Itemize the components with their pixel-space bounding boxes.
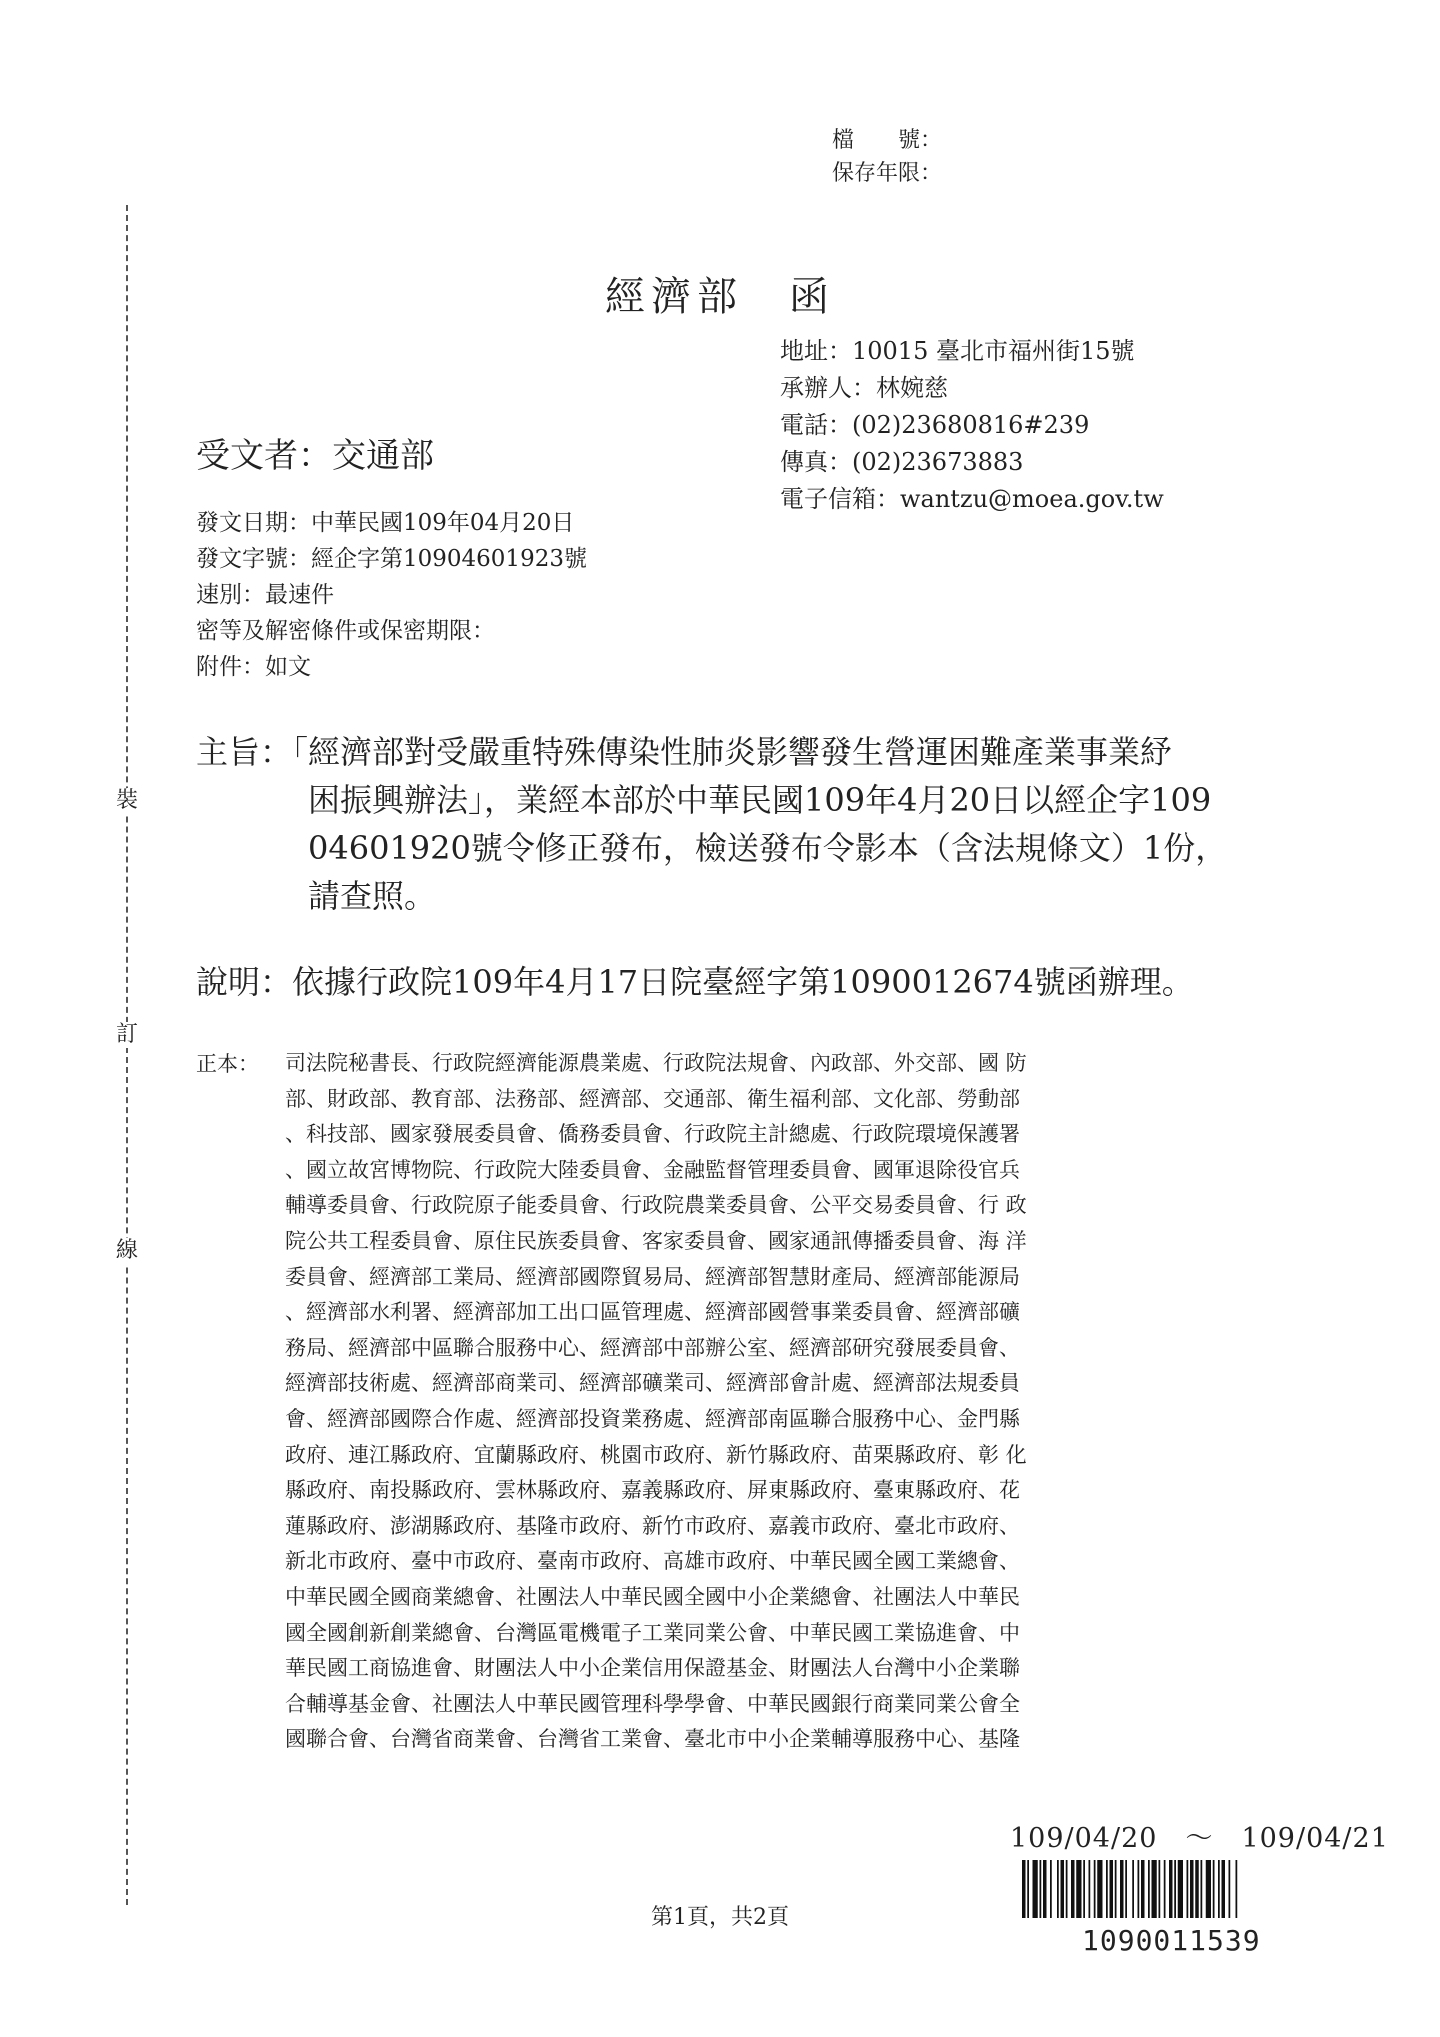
subject-line-2: 困振興辦法」，業經本部於中華民國109年4月20日以經企字109 — [308, 781, 1212, 819]
copies-line: 務局、經濟部中區聯合服務中心、經濟部中部辦公室、經濟部研究發展委員會、 — [285, 1335, 1020, 1360]
archive-number-label: 檔 號： — [832, 128, 943, 153]
date-range-stamp: 109/04/20 ～ 109/04/21 — [1010, 1823, 1389, 1854]
speed-class: 速別：最速件 — [196, 582, 334, 608]
contact-block — [780, 333, 1164, 518]
issue-number: 發文字號：經企字第10904601923號 — [196, 546, 587, 572]
handler-line: 承辦人：林婉慈 — [780, 374, 948, 402]
copies-line: 中華民國全國商業總會、社團法人中華民國全國中小企業總會、社團法人中華民 — [285, 1584, 1020, 1609]
file-meta — [832, 124, 942, 190]
binding-mark-zhuang: 裝 — [116, 788, 139, 813]
copies-line: 會、經濟部國際合作處、經濟部投資業務處、經濟部南區聯合服務中心、金門縣 — [285, 1406, 1020, 1431]
attachment-line: 附件：如文 — [196, 654, 311, 680]
phone-line: 電話：(02)23680816#239 — [780, 411, 1090, 439]
subject-line-3: 04601920號令修正發布，檢送發布令影本（含法規條文）1份， — [308, 829, 1228, 867]
secrecy-class: 密等及解密條件或保密期限： — [196, 618, 495, 644]
copies-line: 司法院秘書長、行政院經濟能源農業處、行政院法規會、內政部、外交部、國 防 — [285, 1051, 1027, 1075]
copies-line: 、經濟部水利署、經濟部加工出口區管理處、經濟部國營事業委員會、經濟部礦 — [285, 1300, 1020, 1325]
copies-line: 政府、連江縣政府、宜蘭縣政府、桃園市政府、新竹縣政府、苗栗縣政府、彰 化 — [285, 1442, 1027, 1467]
fax-line: 傳真：(02)23673883 — [780, 448, 1024, 476]
copies-line: 縣政府、南投縣政府、雲林縣政府、嘉義縣政府、屏東縣政府、臺東縣政府、花 — [285, 1478, 1020, 1503]
copies-line: 、國立故宮博物院、行政院大陸委員會、金融監督管理委員會、國軍退除役官兵 — [285, 1157, 1020, 1182]
issue-date: 發文日期：中華民國109年04月20日 — [196, 510, 575, 536]
copies-line: 國聯合會、台灣省商業會、台灣省工業會、臺北市中小企業輔導服務中心、基隆 — [285, 1727, 1020, 1752]
copies-line: 委員會、經濟部工業局、經濟部國際貿易局、經濟部智慧財產局、經濟部能源局 — [285, 1264, 1020, 1289]
issue-meta-block — [196, 505, 587, 685]
copies-line: 部、財政部、教育部、法務部、經濟部、交通部、衛生福利部、文化部、勞動部 — [285, 1086, 1020, 1111]
copies-line: 國全國創新創業總會、台灣區電機電子工業同業公會、中華民國工業協進會、中 — [285, 1620, 1020, 1645]
copies-line: 、科技部、國家發展委員會、僑務委員會、行政院主計總處、行政院環境保護署 — [285, 1122, 1020, 1147]
subject-line-4: 請查照。 — [308, 877, 437, 915]
retention-label: 保存年限： — [832, 161, 943, 186]
barcode-image — [1022, 1860, 1352, 1918]
binding-mark-ding: 訂 — [116, 1022, 139, 1047]
address-line: 地址：10015 臺北市福州街15號 — [780, 337, 1135, 365]
binding-mark-xian: 線 — [116, 1238, 139, 1263]
copies-line: 華民國工商協進會、財團法人中小企業信用保證基金、財團法人台灣中小企業聯 — [285, 1656, 1020, 1681]
copies-line: 新北市政府、臺中市政府、臺南市政府、高雄市政府、中華民國全國工業總會、 — [285, 1549, 1020, 1574]
copies-label: 正本： — [196, 1052, 259, 1076]
email-line: 電子信箱：wantzu@moea.gov.tw — [780, 485, 1164, 513]
recipient-line: 受文者：交通部 — [196, 436, 434, 476]
subject-block — [196, 728, 1227, 920]
binding-dashed-line — [126, 205, 128, 1905]
copies-line: 合輔導基金會、社團法人中華民國管理科學學會、中華民國銀行商業同業公會全 — [285, 1691, 1020, 1716]
explanation-line: 說明：依據行政院109年4月17日院臺經字第1090012674號函辦理。 — [196, 963, 1194, 1001]
barcode-number: 1090011539 — [1082, 1924, 1261, 1957]
copies-line: 輔導委員會、行政院原子能委員會、行政院農業委員會、公平交易委員會、行 政 — [285, 1193, 1027, 1218]
document-title: 經濟部 函 — [605, 274, 835, 320]
subject-line-1: 主旨：「經濟部對受嚴重特殊傳染性肺炎影響發生營運困難產業事業紓 — [196, 733, 1173, 771]
copies-line: 經濟部技術處、經濟部商業司、經濟部礦業司、經濟部會計處、經濟部法規委員 — [285, 1371, 1020, 1396]
copies-line: 院公共工程委員會、原住民族委員會、客家委員會、國家通訊傳播委員會、海 洋 — [285, 1228, 1027, 1253]
copies-line: 蓮縣政府、澎湖縣政府、基隆市政府、新竹市政府、嘉義市政府、臺北市政府、 — [285, 1513, 1020, 1538]
copies-list — [285, 1046, 1027, 1758]
page-number: 第1頁，共2頁 — [651, 1905, 789, 1930]
